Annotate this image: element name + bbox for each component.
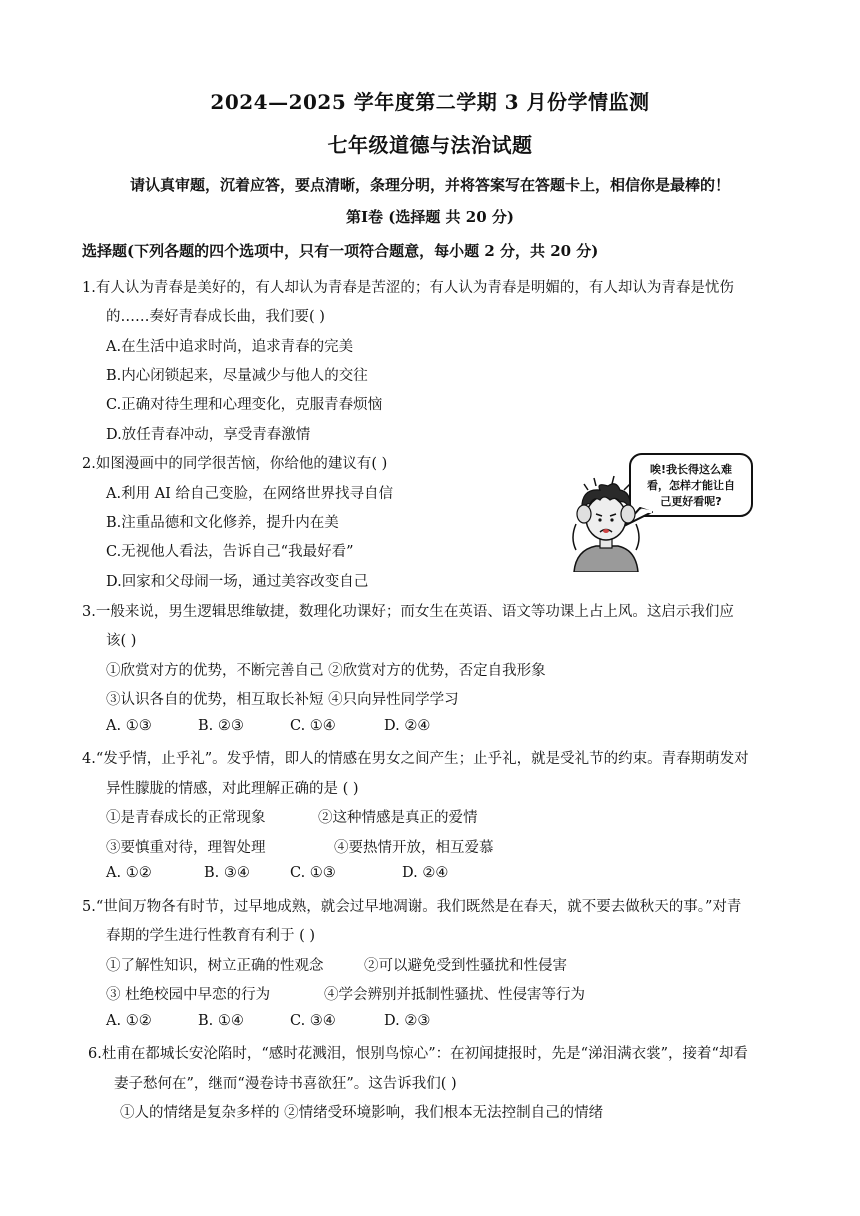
question-4-option-b: B. ③④	[204, 865, 250, 881]
question-4-option-c: C. ①③	[290, 865, 336, 881]
question-1-option-c: C.正确对待生理和心理变化，克服青春烦恼	[106, 397, 383, 413]
bubble-line-2: 看，怎样才能让自	[647, 479, 735, 492]
question-3-option-a: A. ①③	[106, 718, 152, 734]
question-4-options	[106, 865, 448, 881]
question-5-statement-2: ②可以避免受到性骚扰和性侵害	[364, 958, 567, 974]
question-6-statements-1: ①人的情绪是复杂多样的 ②情绪受环境影响，我们根本无法控制自己的情绪	[120, 1105, 604, 1121]
question-3-statements-2: ③认识各自的优势，相互取长补短 ④只向异性同学学习	[106, 692, 459, 708]
question-5-stem-cont: 春期的学生进行性教育有利于 ( )	[106, 928, 316, 944]
question-3-stem-cont: 该( )	[106, 633, 137, 649]
question-2-option-c: C.无视他人看法，告诉自己“我最好看”	[106, 544, 354, 560]
section-instruction: 选择题(下列各题的四个选项中，只有一项符合题意，每小题 2 分，共 20 分)	[82, 242, 599, 260]
question-6-stem-cont: 妻子愁何在”，继而“漫卷诗书喜欲狂”。这告诉我们( )	[114, 1076, 457, 1092]
question-4-statement-3: ③要慎重对待，理智处理	[106, 840, 266, 856]
question-4-option-a: A. ①②	[106, 865, 152, 881]
question-5-stem: 5.“世间万物各有时节，过早地成熟，就会过早地凋谢。我们既然是在春天，就不要去做秋天的事。”对青	[82, 899, 742, 915]
question-5-option-a: A. ①②	[106, 1013, 152, 1029]
question-1-option-a: A.在生活中追求时尚，追求青春的完美	[106, 339, 354, 355]
section-title: 第Ⅰ卷 (选择题 共 20 分)	[346, 208, 514, 226]
question-1-stem-cont: 的……奏好青春成长曲，我们要( )	[106, 309, 325, 325]
bubble-line-3: 己更好看呢?	[660, 495, 722, 508]
question-4-stem-cont: 异性朦胧的情感，对此理解正确的是 ( )	[106, 781, 359, 797]
worried-student-cartoon	[566, 452, 766, 572]
question-5-option-c: C. ③④	[290, 1013, 336, 1029]
question-3-option-d: D. ②④	[384, 718, 431, 734]
question-2-option-b: B.注重品德和文化修养，提升内在美	[106, 515, 339, 531]
question-4-statement-4: ④要热情开放，相互爱慕	[334, 840, 494, 856]
question-1-stem: 1.有人认为青春是美好的，有人却认为青春是苦涩的；有人认为青春是明媚的，有人却认为青春是忧伤	[82, 280, 734, 296]
exam-title: 2024—2025 学年度第二学期 3 月份学情监测	[210, 90, 650, 114]
exam-notice: 请认真审题，沉着应答，要点清晰，条理分明，并将答案写在答题卡上，相信你是最棒的！	[129, 176, 730, 194]
question-4-option-d: D. ②④	[402, 865, 449, 881]
question-4-statement-1: ①是青春成长的正常现象	[106, 810, 266, 826]
question-5-statement-1: ①了解性知识，树立正确的性观念	[106, 958, 324, 974]
question-5-option-b: B. ①④	[198, 1013, 244, 1029]
question-1-option-d: D.放任青春冲动，享受青春激情	[106, 427, 311, 443]
question-5-options	[106, 1013, 430, 1029]
question-4-statements-2	[106, 836, 494, 857]
question-3-options	[106, 718, 430, 734]
question-2-stem: 2.如图漫画中的同学很苦恼，你给他的建议有( )	[82, 456, 388, 472]
question-5-statements-1	[106, 954, 567, 975]
question-2-option-a: A.利用 AI 给自己变脸，在网络世界找寻自信	[106, 486, 393, 502]
question-1-option-b: B.内心闭锁起来，尽量减少与他人的交往	[106, 368, 368, 384]
exam-subtitle: 七年级道德与法治试题	[327, 133, 533, 157]
question-3-statements-1: ①欣赏对方的优势，不断完善自己 ②欣赏对方的优势，否定自我形象	[106, 663, 546, 679]
question-5-statements-2	[106, 983, 585, 1004]
question-3-option-c: C. ①④	[290, 718, 336, 734]
question-5-statement-4: ④学会辨别并抵制性骚扰、性侵害等行为	[324, 987, 585, 1003]
question-4-statement-2: ②这种情感是真正的爱情	[318, 810, 478, 826]
question-2-option-d: D.回家和父母闹一场，通过美容改变自己	[106, 574, 369, 590]
question-4-statements-1	[106, 806, 478, 827]
question-5-statement-3: ③ 杜绝校园中早恋的行为	[106, 987, 271, 1003]
question-4-stem: 4.“发乎情，止乎礼”。发乎情，即人的情感在男女之间产生；止乎礼，就是受礼节的约束。青春期萌发对	[82, 751, 749, 767]
question-5-option-d: D. ②③	[384, 1013, 431, 1029]
question-6-stem: 6.杜甫在都城长安沦陷时，“感时花溅泪，恨别鸟惊心”：在初闻捷报时，先是“涕泪满衣裳”，接着“却看	[88, 1046, 748, 1062]
question-3-stem: 3.一般来说，男生逻辑思维敏捷，数理化功课好；而女生在英语、语文等功课上占上风。这启示我们应	[82, 604, 734, 620]
question-3-option-b: B. ②③	[198, 718, 244, 734]
bubble-line-1: 唉!我长得这么难	[649, 463, 733, 476]
